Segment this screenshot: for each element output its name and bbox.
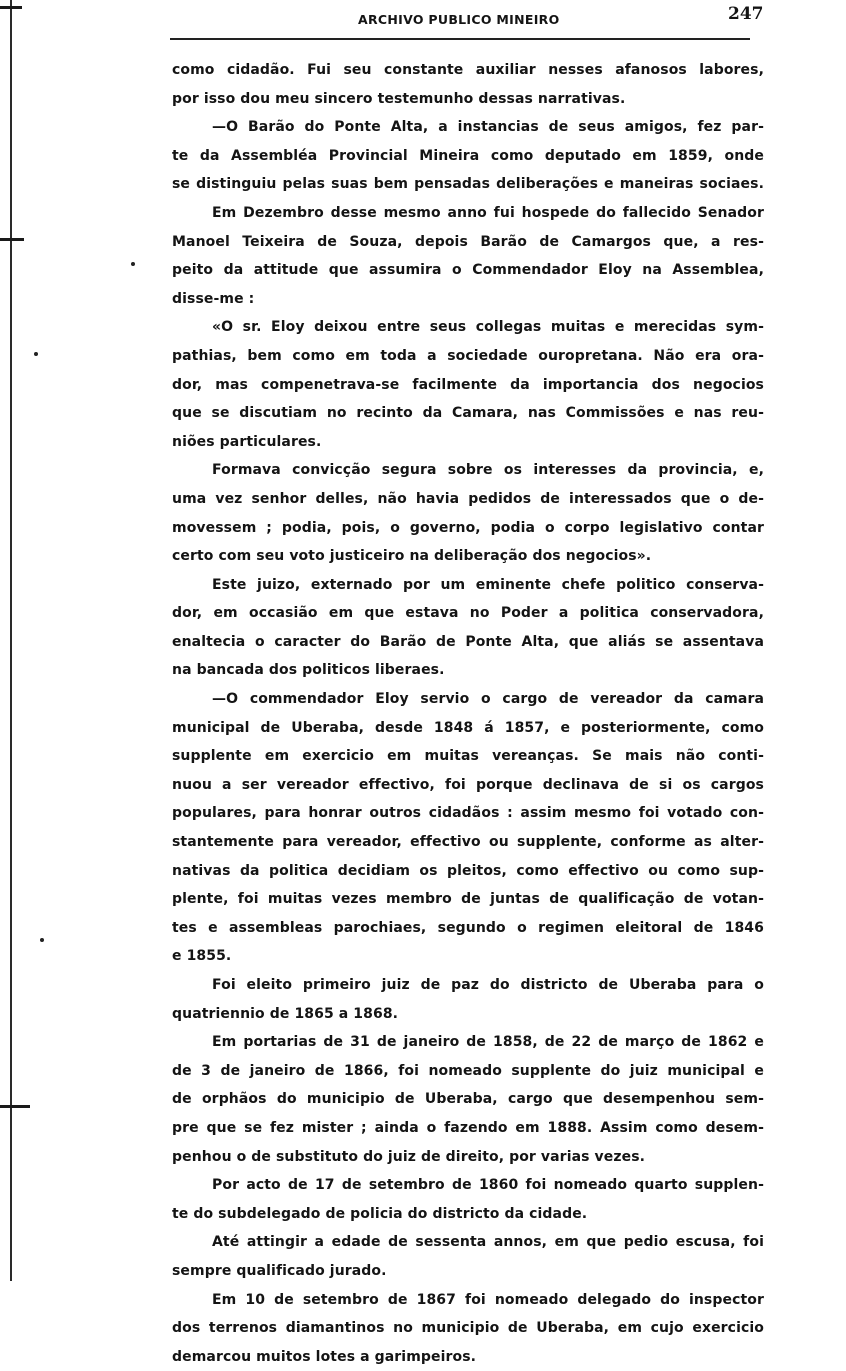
text-line: de 3 de janeiro de 1866, foi nomeado supplente do juiz municipal e xyxy=(172,1062,764,1079)
text-line: certo com seu voto justiceiro na deliberação dos negocios». xyxy=(172,548,652,565)
text-line: Formava convicção segura sobre os interesses da provincia, e, xyxy=(212,462,764,479)
text-line: plente, foi muitas vezes membro de juntas de qualificação de votan- xyxy=(172,891,764,908)
margin-tick-top xyxy=(0,6,22,9)
text-line: dor, em occasião em que estava no Poder a politica conservadora, xyxy=(172,605,764,622)
text-line: Este juizo, externado por um eminente chefe politico conserva- xyxy=(212,576,764,593)
text-line: sempre qualificado jurado. xyxy=(172,1262,387,1279)
header-rule xyxy=(170,38,750,40)
text-line: penhou o de substituto do juiz de direito, por varias vezes. xyxy=(172,1148,646,1165)
text-line: como cidadão. Fui seu constante auxiliar nesses afanosos labores, xyxy=(172,62,764,78)
page-header xyxy=(170,4,764,44)
text-line: nativas da politica decidiam os pleitos, como effectivo ou como sup- xyxy=(172,862,764,879)
text-line: municipal de Uberaba, desde 1848 á 1857, e posteriormente, como xyxy=(172,719,764,736)
text-line: populares, para honrar outros cidadãos : assim mesmo foi votado con- xyxy=(172,805,764,822)
text-line: supplente em exercicio em muitas vereanças. Se mais não conti- xyxy=(172,748,764,765)
text-line: de orphãos do municipio de Uberaba, cargo que desempenhou sem- xyxy=(172,1091,764,1108)
text-line: Em Dezembro desse mesmo anno fui hospede do fallecido Senador xyxy=(212,204,764,221)
text-line: dos terrenos diamantinos no municipio de Uberaba, em cujo exercicio xyxy=(172,1320,764,1337)
text-line: «O sr. Eloy deixou entre seus collegas muitas e merecidas sym- xyxy=(212,319,764,336)
margin-tick-lower xyxy=(0,1105,30,1108)
text-line: te da Assembléa Provincial Mineira como deputado em 1859, onde xyxy=(172,147,764,164)
margin-tick-upper xyxy=(0,238,24,241)
margin-dot-3 xyxy=(40,938,44,942)
text-line: pathias, bem como em toda a sociedade ouropretana. Não era ora- xyxy=(172,347,764,364)
text-line: stantemente para vereador, effectivo ou supplente, conforme as alter- xyxy=(172,834,764,851)
text-line: movessem ; podia, pois, o governo, podia o corpo legislativo contar xyxy=(172,519,764,536)
text-line: por isso dou meu sincero testemunho dessas narrativas. xyxy=(172,90,626,107)
text-line: nuou a ser vereador effectivo, foi porque declinava de si os cargos xyxy=(172,776,764,793)
text-line: Foi eleito primeiro juiz de paz do districto de Uberaba para o xyxy=(212,977,764,993)
text-line: se distinguiu pelas suas bem pensadas deliberações e maneiras sociaes. xyxy=(172,176,764,193)
binding-margin-line xyxy=(10,0,12,1281)
text-line: Manoel Teixeira de Souza, depois Barão de Camargos que, a res- xyxy=(172,233,764,250)
text-line: demarcou muitos lotes a garimpeiros. xyxy=(172,1348,477,1365)
margin-dot-1 xyxy=(131,262,135,266)
text-line: niões particulares. xyxy=(172,433,322,450)
text-line: Até attingir a edade de sessenta annos, em que pedio escusa, foi xyxy=(212,1234,764,1251)
text-line: tes e assembleas parochiaes, segundo o regimen eleitoral de 1846 xyxy=(172,919,764,936)
text-line: Por acto de 17 de setembro de 1860 foi nomeado quarto supplen- xyxy=(212,1177,764,1194)
text-line: peito da attitude que assumira o Commendador Eloy na Assemblea, xyxy=(172,262,764,279)
text-line: quatriennio de 1865 a 1868. xyxy=(172,1005,399,1022)
margin-dot-2 xyxy=(34,352,38,356)
body-text xyxy=(172,56,764,1371)
text-line: Em 10 de setembro de 1867 foi nomeado delegado do inspector xyxy=(212,1291,764,1308)
text-line: que se discutiam no recinto da Camara, nas Commissões e nas reu- xyxy=(172,405,764,422)
text-line: enaltecia o caracter do Barão de Ponte Alta, que aliás se assentava xyxy=(172,633,764,650)
text-line: —O Barão do Ponte Alta, a instancias de seus amigos, fez par- xyxy=(212,119,764,136)
text-line: uma vez senhor delles, não havia pedidos de interessados que o de- xyxy=(172,490,764,507)
text-line: disse-me : xyxy=(172,290,255,307)
text-line: pre que se fez mister ; ainda o fazendo em 1888. Assim como desem- xyxy=(172,1119,764,1136)
text-line: e 1855. xyxy=(172,948,232,965)
text-line: —O commendador Eloy servio o cargo de vereador da camara xyxy=(212,691,764,708)
text-line: dor, mas compenetrava-se facilmente da importancia dos negocios xyxy=(172,376,764,393)
text-line: na bancada dos politicos liberaes. xyxy=(172,662,445,679)
running-title: ARCHIVO PUBLICO MINEIRO xyxy=(358,12,560,27)
text-line: Em portarias de 31 de janeiro de 1858, de 22 de março de 1862 e xyxy=(212,1034,764,1051)
page-number: 247 xyxy=(728,4,764,24)
text-line: te do subdelegado de policia do districto da cidade. xyxy=(172,1205,588,1222)
